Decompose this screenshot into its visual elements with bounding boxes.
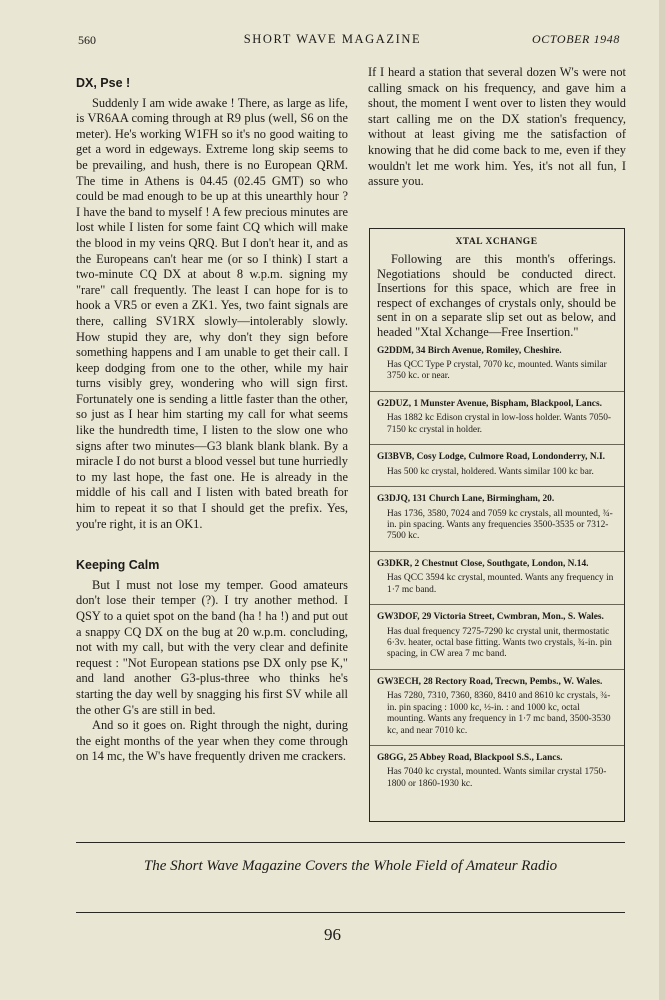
footer-bottom-rule	[76, 912, 625, 913]
xchange-entry	[377, 753, 616, 790]
xchange-entry-address: GI3BVB, Cosy Lodge, Culmore Road, Londonderry, N.I.	[377, 452, 605, 463]
page-edge-shadow	[659, 0, 665, 1000]
xchange-entry-address: G3DJQ, 131 Church Lane, Birmingham, 20.	[377, 494, 555, 505]
entry-divider	[370, 486, 624, 487]
xchange-entry	[377, 612, 616, 661]
entry-divider	[370, 669, 624, 670]
xchange-entry-details: Has QCC Type P crystal, 7070 kc, mounted. Wants similar 3750 kc. or near.	[387, 360, 607, 382]
xchange-entry-address: G2DUZ, 1 Munster Avenue, Bispham, Blackpool, Lancs.	[377, 398, 602, 409]
left-column	[76, 76, 348, 765]
entry-divider	[370, 604, 624, 605]
footer-page-number: 96	[324, 925, 341, 944]
xchange-entry	[377, 452, 616, 478]
entry-divider	[370, 444, 624, 445]
entry-divider	[370, 745, 624, 746]
header-page-number: 560	[78, 33, 96, 47]
footer-top-rule	[76, 842, 625, 843]
xchange-entry-address: GW3ECH, 28 Rectory Road, Trecwn, Pembs., W. Wales.	[377, 676, 603, 687]
xchange-entry-details: Has 1882 kc Edison crystal in low-loss holder. Wants 7050-7150 kc crystal in holder.	[387, 413, 612, 435]
xchange-entry-details: Has dual frequency 7275-7290 kc crystal unit, thermostatic 6·3v. heater, octal base fitting. Wants two crystals, ¾-in. pin spacing, in CW area 7 mc band.	[387, 626, 612, 660]
xchange-entry	[377, 494, 616, 543]
xtal-xchange-intro: Following are this month's offerings. Negotiations should be conducted direct. Insertions for this space, which are free in respect of exchanges of crystals only, should be sent in on a separate slip set out as below, and headed "Xtal Xchange—Free Insertion."	[377, 252, 616, 339]
article-paragraph: And so it goes on. Right through the night, during the eight months of the year when they come through on 14 mc, the W's have frequently driven me crackers.	[76, 718, 348, 764]
section-heading-dx-pse: DX, Pse !	[76, 76, 131, 90]
xchange-entry	[377, 559, 616, 596]
xchange-entry	[377, 677, 616, 737]
xtal-xchange-box	[369, 228, 625, 822]
xchange-entry-address: G3DKR, 2 Chestnut Close, Southgate, London, N.14.	[377, 558, 589, 569]
article-paragraph: If I heard a station that several dozen W's were not calling smack on his frequency, and gave him a shout, the moment I went over to listen they would start calling me on the DX station's frequency, without at least giving me the satisfaction of knowing that he did come back to me, even if they wouldn't let me work him. Yes, it's not all fun, I assure you.	[368, 65, 626, 189]
xchange-entry-details: Has 7040 kc crystal, mounted. Wants similar crystal 1750-1800 or 1860-1930 kc.	[387, 767, 607, 789]
xchange-entry-address: G2DDM, 34 Birch Avenue, Romiley, Cheshire.	[377, 345, 562, 356]
section-heading-keeping-calm: Keeping Calm	[76, 558, 160, 573]
xchange-entry-details: Has 7280, 7310, 7360, 8360, 8410 and 8610 kc crystals, ¾-in. pin spacing : 1000 kc, ½-in. : and 1000 kc, octal mounting. Wants any frequency in 1·7 mc band, 3500-3530 kc, and near 7010 kc.	[387, 691, 611, 736]
right-column	[368, 65, 626, 190]
xtal-xchange-title: XTAL XCHANGE	[455, 237, 538, 247]
xchange-entry-address: G8GG, 25 Abbey Road, Blackpool S.S., Lancs.	[377, 752, 563, 763]
xchange-entry-details: Has QCC 3594 kc crystal, mounted. Wants any frequency in 1·7 mc band.	[387, 573, 614, 595]
xchange-entry	[377, 399, 616, 436]
header-issue-date: OCTOBER 1948	[532, 32, 620, 46]
xchange-entry-details: Has 1736, 3580, 7024 and 7059 kc crystals, all mounted, ¾-in. pin spacing. Wants any frequencies 3500-3535 or 7312-7500 kc.	[387, 508, 613, 542]
xchange-entry-details: Has 500 kc crystal, holdered. Wants similar 100 kc bar.	[387, 466, 594, 477]
entry-divider	[370, 391, 624, 392]
article-paragraph: Suddenly I am wide awake ! There, as large as life, is VR6AA coming through at R9 plus (well, S6 on the meter). He's working W1FH so it's no good waiting to get a word in edgeways. Extreme long skip seems to be prevailing, and hush, there is no European QRM. The time in Athens is 04.45 (02.45 GMT) so who could be mad enough to be up at this unearthly hour ? I have the band to myself ! A few precious minutes are lost while I listen for some faint CQ which will make the blood in my veins QRQ. But I don't hear it, and as the Europeans can't hear me (or so I think) I start a two-minute CQ DX at about 8 w.p.m. signing my "rare" call frequently. The least I can hope for is to hook a VR5 or even a ZK1. Yes, two faint signals are there, calling SV1RX slowly—intolerably slowly. How stupid they are, why don't they sign before something happens and I am unable to get their call. I keep dodging from one to the other, while my hair turns visibly grey, wondering who will sign first. Fortunately one is sending a little faster than the other, so just as I hear him starting my call for what seems like the hundredth time, I listen to the slow one who signs after two minutes—G3 blank blank blank. By a miracle I do not burst a blood vessel but tune hurriedly to my last hope, the fast one. He is already in the middle of his call and I listen with bated breath for him to repeat it so that I should get the prefix. Yes, you're right, it is an OK1.	[76, 95, 348, 531]
entry-divider	[370, 551, 624, 552]
header-magazine-title: SHORT WAVE MAGAZINE	[243, 32, 422, 46]
xchange-entry-address: GW3DOF, 29 Victoria Street, Cwmbran, Mon., S. Wales.	[377, 612, 604, 623]
article-paragraph: But I must not lose my temper. Good amateurs don't lose their temper (?). I try another method. I QSY to a quiet spot on the band (ha ! ha !) and put out a snappy CQ DX on the bug at 20 w.p.m. concluding, not with my call, but with the very clear and definite request : "Not European stations pse DX only pse K," and land another G3-plus-three who thinks he's starting the day well by snagging his first SV while all the other G's are still in bed.	[76, 577, 348, 717]
xchange-entry	[377, 346, 616, 383]
footer-slogan: The Short Wave Magazine Covers the Whole Field of Amateur Radio	[143, 858, 558, 874]
